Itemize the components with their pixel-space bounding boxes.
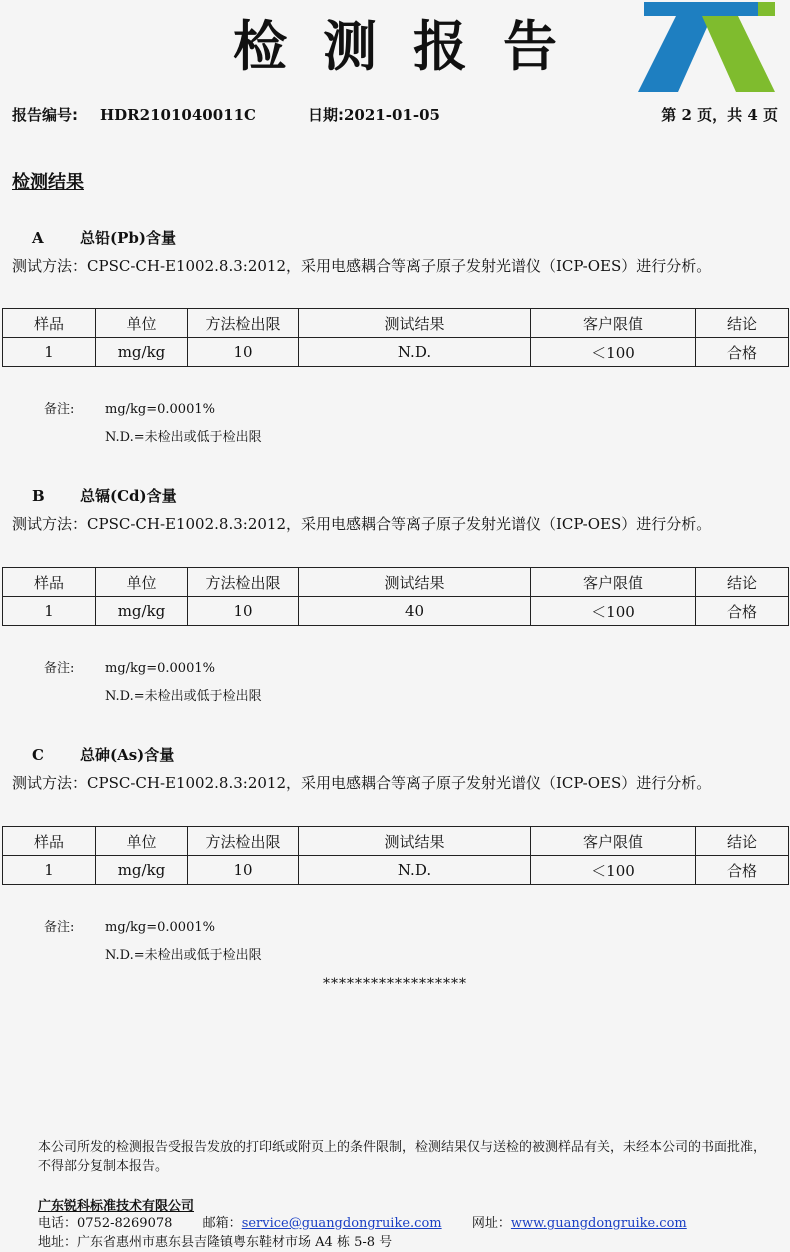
test-b-table <box>2 567 789 626</box>
phone-label: 电话： <box>38 1216 78 1231</box>
table-header-row <box>3 827 789 856</box>
header-cell: 方法检出限 <box>188 827 299 856</box>
test-a-note-line1: mg/kg=0.0001% <box>105 402 215 417</box>
header-cell: 单位 <box>96 827 188 856</box>
report-title: 检测报告 <box>233 14 593 78</box>
test-b-note-line1: mg/kg=0.0001% <box>105 661 215 676</box>
section-title: 检测结果 <box>12 172 84 193</box>
test-c-table <box>2 826 789 885</box>
cell-result: N.D. <box>299 856 531 885</box>
report-number: 报告编号: HDR2101040011C <box>12 106 256 124</box>
cell-result: N.D. <box>299 338 531 367</box>
cell-detection-limit: 10 <box>188 856 299 885</box>
phone-number: 0752-8269078 <box>77 1216 173 1231</box>
cell-sample: 1 <box>3 338 96 367</box>
header-cell: 方法检出限 <box>188 309 299 338</box>
contact-line <box>38 1214 687 1233</box>
test-a-note-line2: N.D.=未检出或低于检出限 <box>105 430 262 445</box>
disclaimer: 本公司所发的检测报告受报告发放的打印纸或附页上的条件限制，检测结果仅与送检的被测样品有关，未经本公司的书面批准，不得部分复制本报告。 <box>38 1140 767 1174</box>
header-cell: 方法检出限 <box>188 568 299 597</box>
cell-conclusion: 合格 <box>696 597 789 626</box>
page-info: 第 2 页，共 4 页 <box>661 106 778 124</box>
logo-green-top <box>758 2 775 16</box>
cell-client-limit: ＜100 <box>531 338 696 367</box>
address-line <box>38 1233 392 1252</box>
header-cell: 测试结果 <box>299 309 531 338</box>
test-c-note-line2: N.D.=未检出或低于检出限 <box>105 948 262 963</box>
header-cell: 样品 <box>3 568 96 597</box>
table-header-row <box>3 309 789 338</box>
test-a-table <box>2 308 789 367</box>
header-cell: 测试结果 <box>299 827 531 856</box>
email-link[interactable]: service@guangdongruike.com <box>241 1216 442 1231</box>
header-cell: 测试结果 <box>299 568 531 597</box>
header-cell: 结论 <box>696 568 789 597</box>
header-cell: 客户限值 <box>531 309 696 338</box>
header-cell: 客户限值 <box>531 827 696 856</box>
cell-unit: mg/kg <box>96 856 188 885</box>
test-b-note-line2: N.D.=未检出或低于检出限 <box>105 689 262 704</box>
cell-detection-limit: 10 <box>188 597 299 626</box>
cell-result: 40 <box>299 597 531 626</box>
header-cell: 单位 <box>96 568 188 597</box>
logo-green-shape <box>702 16 775 92</box>
header-cell: 结论 <box>696 309 789 338</box>
test-c-heading: C 总砷(As)含量 <box>32 746 175 764</box>
cell-conclusion: 合格 <box>696 338 789 367</box>
header-cell: 样品 <box>3 827 96 856</box>
test-b-heading: B 总镉(Cd)含量 <box>32 487 177 505</box>
table-row <box>3 597 789 626</box>
test-a-method: 测试方法：CPSC-CH-E1002.8.3:2012，采用电感耦合等离子原子发射光谱仪（ICP-OES）进行分析。 <box>12 257 712 275</box>
cell-unit: mg/kg <box>96 338 188 367</box>
test-c-note-label: 备注: <box>44 920 75 935</box>
address: 广东省惠州市惠东县吉隆镇粤东鞋材市场 A4 栋 5-8 号 <box>77 1235 393 1250</box>
table-row <box>3 856 789 885</box>
company-name: 广东锐科标准技术有限公司 <box>38 1199 195 1214</box>
test-a-note-label: 备注: <box>44 402 75 417</box>
test-b-method: 测试方法：CPSC-CH-E1002.8.3:2012，采用电感耦合等离子原子发射光谱仪（ICP-OES）进行分析。 <box>12 515 712 533</box>
table-row <box>3 338 789 367</box>
cell-conclusion: 合格 <box>696 856 789 885</box>
cell-client-limit: ＜100 <box>531 597 696 626</box>
test-b-note-label: 备注: <box>44 661 75 676</box>
company-logo <box>638 2 775 92</box>
header-cell: 样品 <box>3 309 96 338</box>
cell-detection-limit: 10 <box>188 338 299 367</box>
cell-client-limit: ＜100 <box>531 856 696 885</box>
end-of-results-marker: ****************** <box>323 976 467 992</box>
website-link[interactable]: www.guangdongruike.com <box>510 1216 687 1231</box>
email-label: 邮箱： <box>202 1216 242 1231</box>
test-c-method: 测试方法：CPSC-CH-E1002.8.3:2012，采用电感耦合等离子原子发射光谱仪（ICP-OES）进行分析。 <box>12 774 712 792</box>
cell-unit: mg/kg <box>96 597 188 626</box>
address-label: 地址： <box>38 1235 78 1250</box>
cell-sample: 1 <box>3 597 96 626</box>
web-label: 网址： <box>471 1216 511 1231</box>
test-c-note-line1: mg/kg=0.0001% <box>105 920 215 935</box>
report-date: 日期:2021-01-05 <box>308 106 440 124</box>
header-cell: 客户限值 <box>531 568 696 597</box>
header-cell: 结论 <box>696 827 789 856</box>
test-a-heading: A 总铅(Pb)含量 <box>32 229 176 247</box>
header-cell: 单位 <box>96 309 188 338</box>
table-header-row <box>3 568 789 597</box>
cell-sample: 1 <box>3 856 96 885</box>
